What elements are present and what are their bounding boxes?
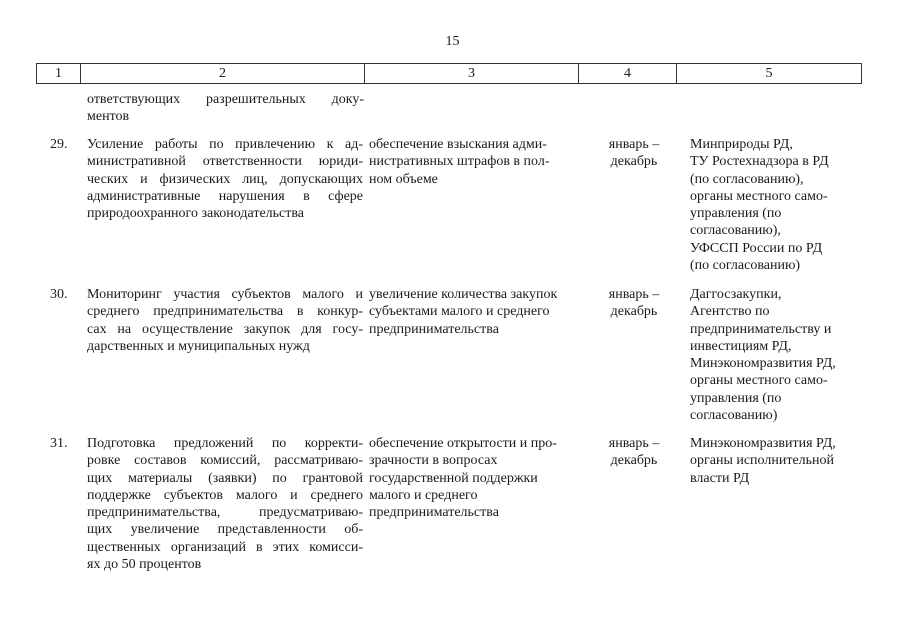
row-action xyxy=(87,435,363,573)
action-line: щих материалы (заявки) по грантовой xyxy=(87,470,363,486)
executor-line: Минэкономразвития РД, xyxy=(690,436,836,451)
executor-line: власти РД xyxy=(690,470,750,486)
row-term xyxy=(586,435,682,470)
row-action xyxy=(87,136,363,222)
executor-line: согласованию) xyxy=(690,408,778,424)
result-line: государственной поддержки xyxy=(369,470,538,486)
column-header-4: 4 xyxy=(578,64,676,83)
result-line: ном объеме xyxy=(369,171,438,187)
continuation-line: ментов xyxy=(87,109,130,125)
executor-line: управления (по xyxy=(690,206,782,222)
row-number: 30. xyxy=(50,287,68,302)
executor-line: (по согласованию) xyxy=(690,258,801,274)
row-result xyxy=(369,286,579,338)
action-line: ровке составов комиссий, рассматриваю- xyxy=(87,453,363,469)
action-line: Усиление работы по привлечению к ад- xyxy=(87,137,363,152)
executor-line: управления (по xyxy=(690,390,782,406)
row-result xyxy=(369,435,579,521)
term-line: январь – xyxy=(608,287,660,302)
result-line: обеспечение взыскания адми- xyxy=(369,137,547,152)
row-result xyxy=(369,136,579,188)
executor-line: предпринимательству и xyxy=(690,321,832,337)
action-line: ческих и физических лиц, допускающих xyxy=(87,171,363,187)
executor-line: органы исполнительной xyxy=(690,453,835,469)
executor-line: органы местного само- xyxy=(690,188,828,204)
column-header-5: 5 xyxy=(676,64,862,83)
row-action xyxy=(87,286,363,355)
action-line: административные нарушения в сфере xyxy=(87,188,363,204)
term-line: декабрь xyxy=(610,154,658,170)
action-line: поддержке субъектов малого и среднего xyxy=(87,487,363,503)
result-line: обеспечение открытости и про- xyxy=(369,436,557,451)
executor-line: Минэкономразвития РД, xyxy=(690,356,836,372)
column-header-3: 3 xyxy=(364,64,578,83)
column-header-row xyxy=(36,63,862,84)
action-line: Подготовка предложений по корректи- xyxy=(87,436,363,451)
column-header-2: 2 xyxy=(80,64,364,83)
action-line: ях до 50 процентов xyxy=(87,557,202,573)
executor-line: согласованию), xyxy=(690,223,781,239)
action-line: дарственных и муниципальных нужд xyxy=(87,338,310,354)
action-line: среднего предпринимательства в конкур- xyxy=(87,304,363,320)
action-line: Мониторинг участия субъектов малого и xyxy=(87,287,363,302)
term-line: декабрь xyxy=(610,304,658,320)
row-executors xyxy=(690,286,865,424)
row-number: 31. xyxy=(50,436,68,451)
result-line: увеличение количества закупок xyxy=(369,287,558,302)
executor-line: (по согласованию), xyxy=(690,171,804,187)
row-term xyxy=(586,286,682,321)
row-term xyxy=(586,136,682,171)
action-line: природоохранного законодательства xyxy=(87,206,305,222)
action-line: щих увеличение представленности об- xyxy=(87,522,363,538)
action-line: министративной ответственности юриди- xyxy=(87,154,363,170)
result-line: нистративных штрафов в пол- xyxy=(369,154,550,170)
result-line: предпринимательства xyxy=(369,321,499,337)
executor-line: УФССП России по РД xyxy=(690,240,823,256)
page-number: 15 xyxy=(445,34,460,49)
column-header-1: 1 xyxy=(36,64,80,83)
term-line: декабрь xyxy=(610,453,658,469)
term-line: январь – xyxy=(608,436,660,451)
result-line: малого и среднего xyxy=(369,487,478,503)
executor-line: инвестициям РД, xyxy=(690,338,792,354)
continuation-line: ответствующих разрешительных доку- xyxy=(87,92,364,107)
executor-line: Даггосзакупки, xyxy=(690,287,782,302)
row-executors xyxy=(690,136,865,274)
row-executors xyxy=(690,435,865,487)
action-line: щественных организаций в этих комисси- xyxy=(87,539,363,555)
row-number: 29. xyxy=(50,137,68,152)
executor-line: Агентство по xyxy=(690,304,770,320)
result-line: зрачности в вопросах xyxy=(369,453,498,469)
continuation-text xyxy=(87,91,364,126)
executor-line: ТУ Ростехнадзора в РД xyxy=(690,154,829,170)
result-line: предпринимательства xyxy=(369,505,499,521)
executor-line: Минприроды РД, xyxy=(690,137,793,152)
executor-line: органы местного само- xyxy=(690,373,828,389)
action-line: предпринимательства, предусматриваю- xyxy=(87,505,363,521)
result-line: субъектами малого и среднего xyxy=(369,304,550,320)
term-line: январь – xyxy=(608,137,660,152)
action-line: сах на осуществление закупок для госу- xyxy=(87,321,363,337)
